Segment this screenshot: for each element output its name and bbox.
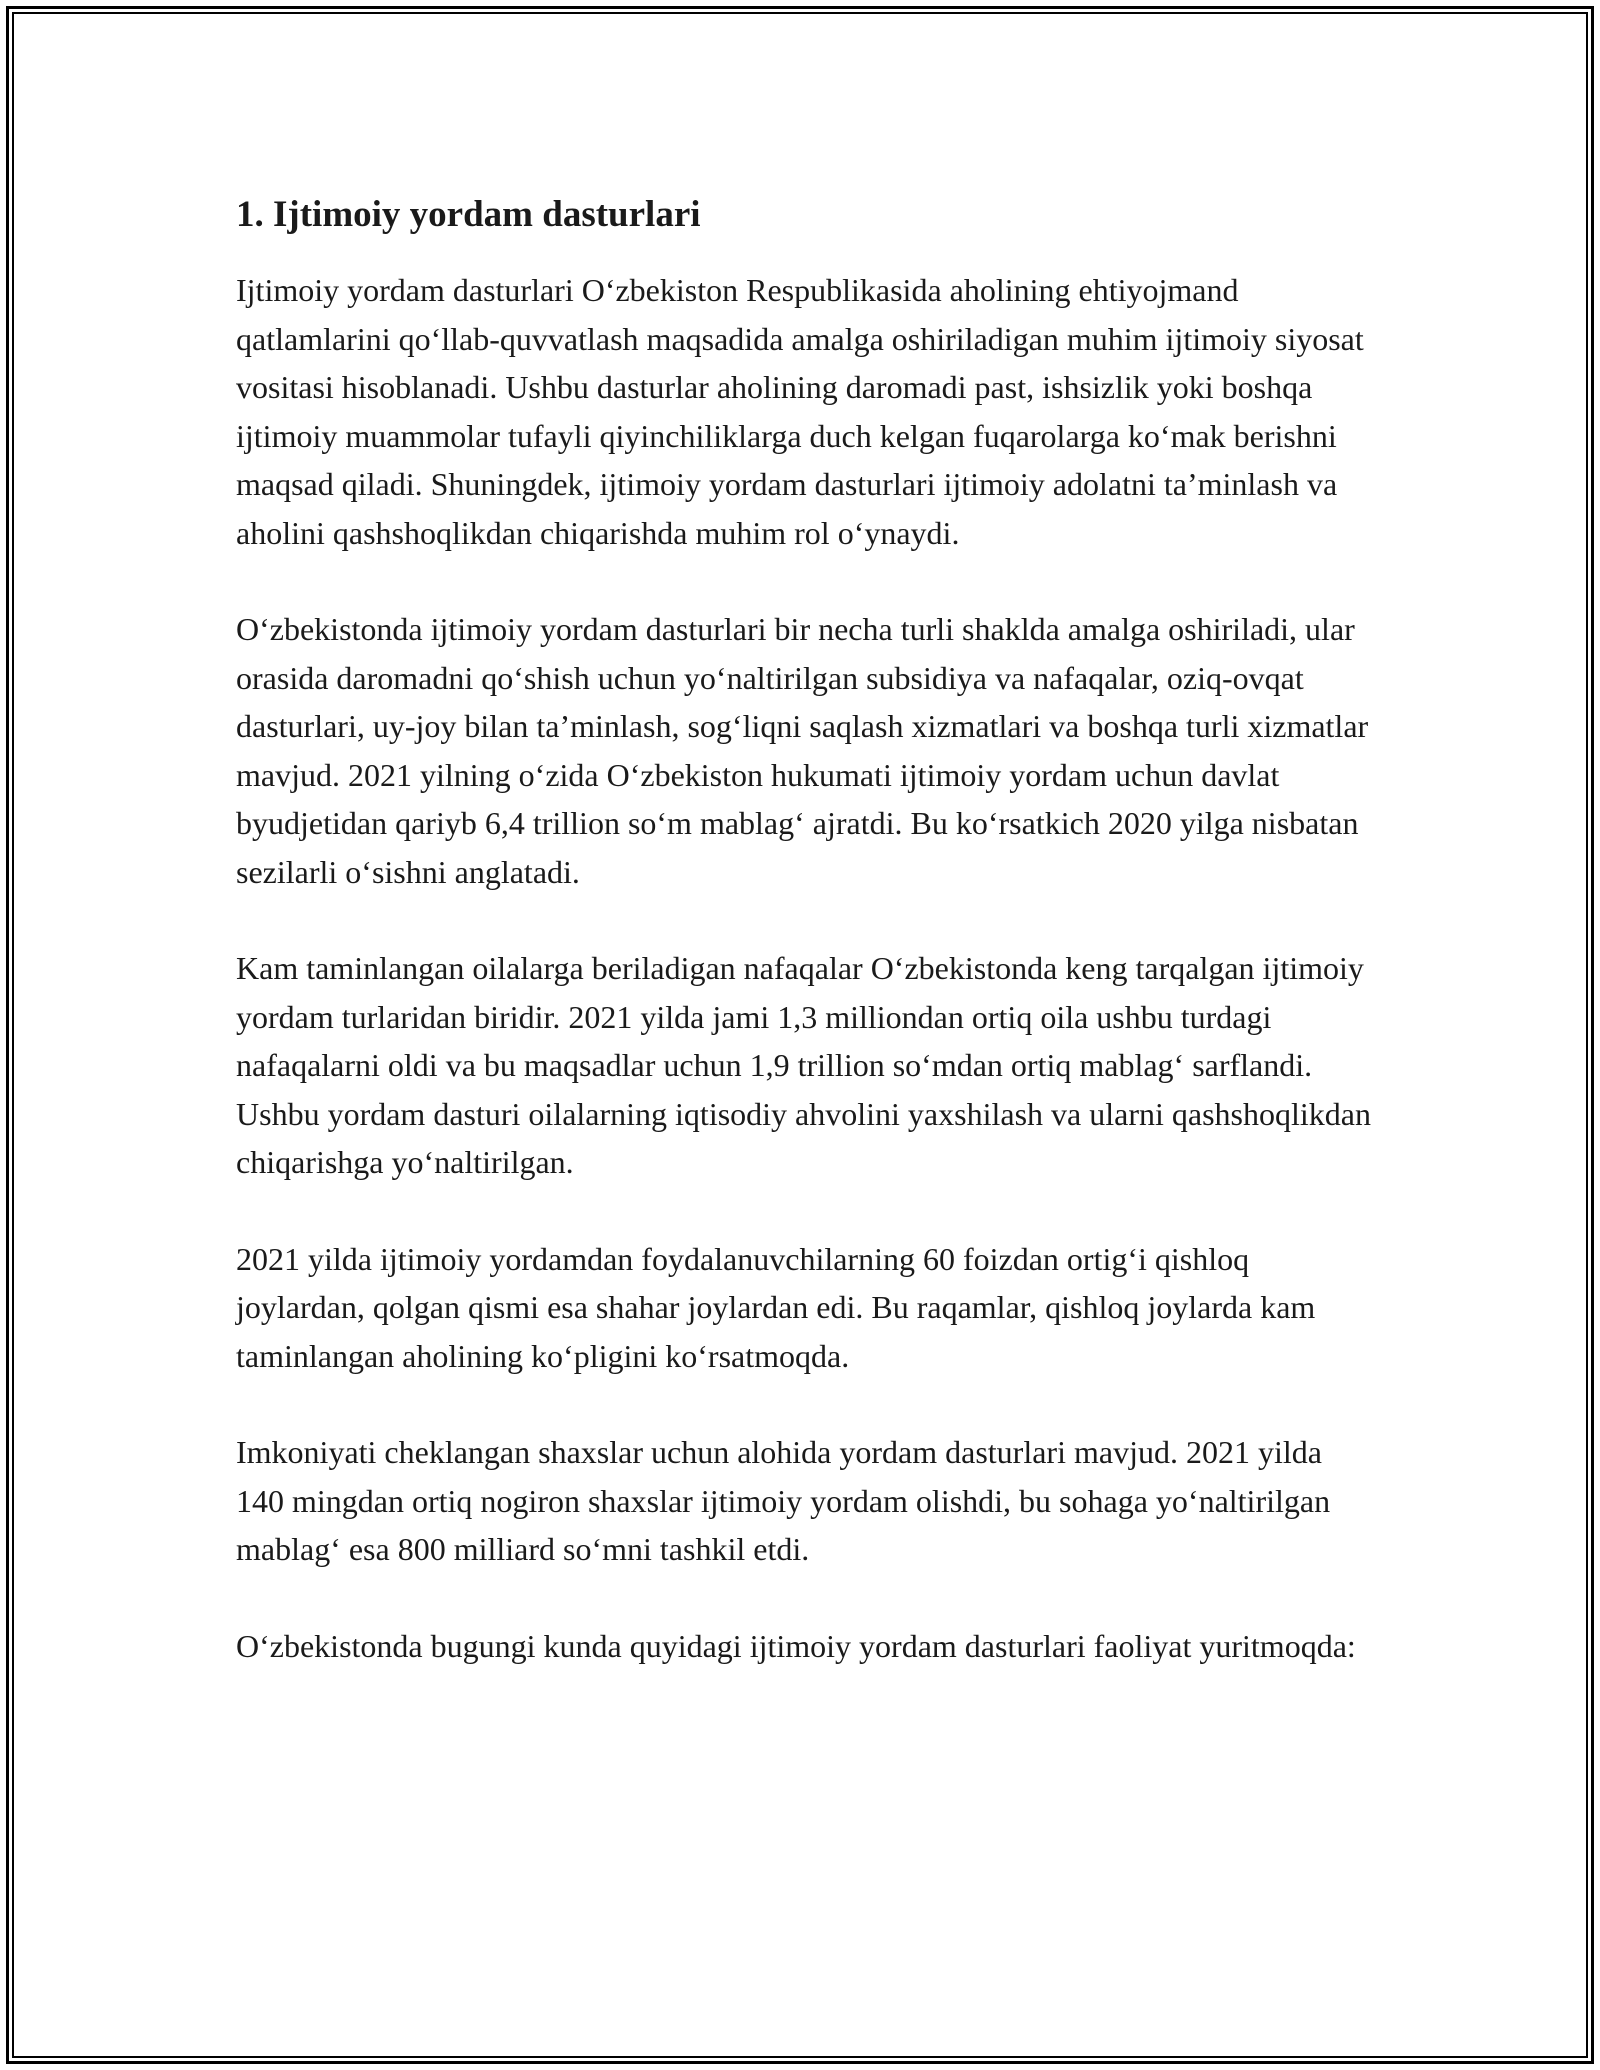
paragraph-family-benefits: Kam taminlangan oilalarga beriladigan nafaqalar O‘zbekistonda keng tarqalgan ijtimoiy yordam turlaridan biridir. 2021 yilda jami 1,3 milliondan ortiq oila ushbu turdagi nafaqalarni oldi va bu maqsadlar uchun 1,9 trillion so‘mdan ortiq mablag‘ sarflandi. Ushbu yordam dasturi oilalarning iqtisodiy ahvolini yaxshilash va ularni qashshoqlikdan chiqarishga yo‘naltirilgan.	[236, 950, 1371, 1180]
paragraph-program-forms: O‘zbekistonda ijtimoiy yordam dasturlari bir necha turli shaklda amalga oshiriladi, ular orasida daromadni qo‘shish uchun yo‘naltirilgan subsidiya va nafaqalar, oziq-ovqat dasturlari, uy-joy bilan ta’minlash, sog‘liqni saqlash xizmatlari va boshqa turli xizmatlar mavjud. 2021 yilning o‘zida O‘zbekiston hukumati ijtimoiy yordam uchun davlat byudjetidan qariyb 6,4 trillion so‘m mablag‘ ajratdi. Bu ko‘rsatkich 2020 yilga nisbatan sezilarli o‘sishni anglatadi.	[236, 611, 1369, 890]
paragraph-current-programs: O‘zbekistonda bugungi kunda quyidagi ijtimoiy yordam dasturlari faoliyat yuritmoqda:	[236, 1627, 1356, 1664]
paragraph-introduction: Ijtimoiy yordam dasturlari O‘zbekiston Respublikasida aholining ehtiyojmand qatlamlarini qo‘llab-quvvatlash maqsadida amalga oshiriladigan muhim ijtimoiy siyosat vositasi hisoblanadi. Ushbu dasturlar aholining daromadi past, ishsizlik yoki boshqa ijtimoiy muammolar tufayli qiyinchiliklarga duch kelgan fuqarolarga ko‘mak berishni maqsad qiladi. Shuningdek, ijtimoiy yordam dasturlari ijtimoiy adolatni ta’minlash va aholini qashshoqlikdan chiqarishda muhim rol o‘ynaydi.	[236, 272, 1364, 551]
paragraph-rural-urban: 2021 yilda ijtimoiy yordamdan foydalanuvchilarning 60 foizdan ortig‘i qishloq joylardan, qolgan qismi esa shahar joylardan edi. Bu raqamlar, qishloq joylarda kam taminlangan aholining ko‘pligini ko‘rsatmoqda.	[236, 1240, 1316, 1374]
section-heading: 1. Ijtimoiy yordam dasturlari	[236, 194, 701, 235]
paragraph-disability-support: Imkoniyati cheklangan shaxslar uchun alohida yordam dasturlari mavjud. 2021 yilda 140 mingdan ortiq nogiron shaxslar ijtimoiy yordam olishdi, bu sohaga yo‘naltirilgan mablag‘ esa 800 milliard so‘mni tashkil etdi.	[236, 1434, 1331, 1567]
document-body	[236, 190, 1376, 1670]
